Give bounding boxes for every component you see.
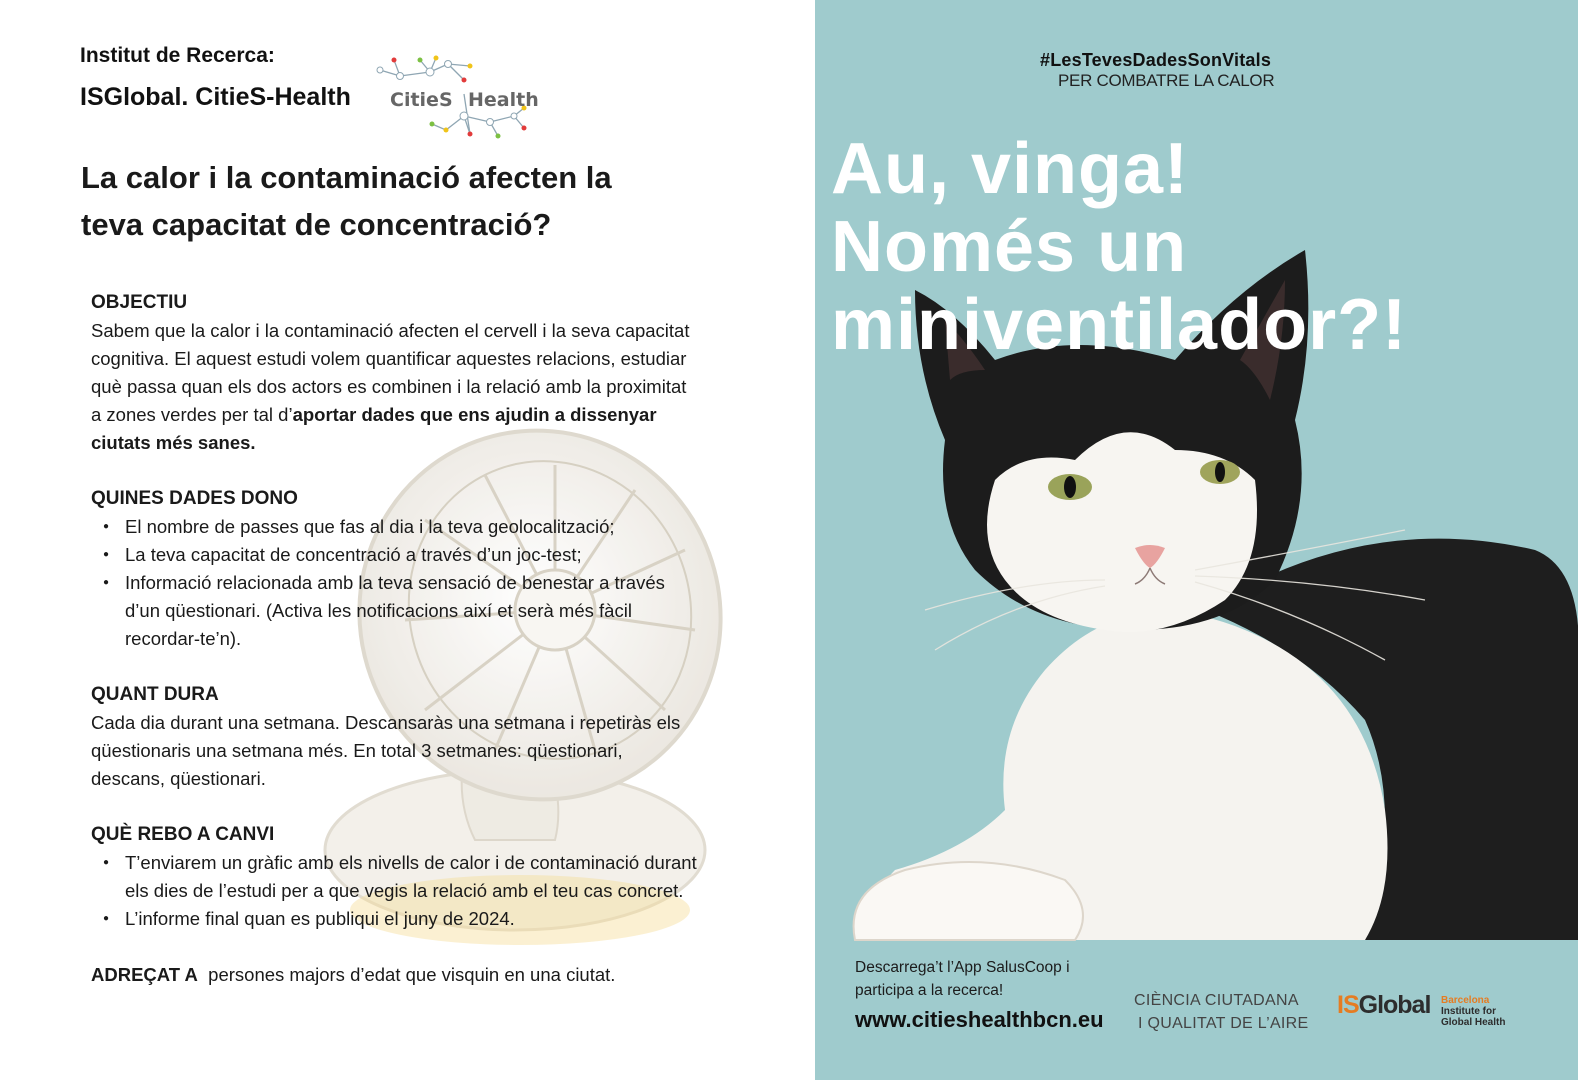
isglobal-logo — [1337, 991, 1430, 1020]
institute-label: Institut de Recerca: — [80, 44, 275, 67]
heading-canvi: QUÈ REBO A CANVI — [91, 824, 275, 845]
section-objectiu — [91, 289, 701, 457]
hashtag: #LesTevesDadesSonVitals — [1040, 50, 1272, 70]
heading-objectiu: OBJECTIU — [91, 292, 188, 313]
isglobal-logo-is: IS — [1337, 991, 1359, 1019]
website-link[interactable]: www.citieshealthbcn.eu — [855, 1007, 1104, 1032]
durada-text: Cada dia durant una setmana. Descansaràs una setmana i repetiràs els qüestionaris una setmana més. En total 3 setmanes: qüestionari, descans, qüestionari. — [91, 712, 681, 789]
cities-health-logo — [374, 54, 544, 140]
list-item: ● L’informe final quan es publiqui el juny de 2024. — [125, 905, 701, 933]
headline-line-2: Només un — [831, 207, 1188, 287]
objectiu-bold: aportar dades que ens ajudin a dissenyar ciutats més sanes. — [91, 404, 657, 453]
headline-line-3: miniventilador?! — [831, 285, 1408, 365]
tagline-global-health: Global Health — [1441, 1017, 1506, 1028]
institute-name: ISGlobal. CitieS-Health — [80, 83, 351, 111]
headline-line-1: Au, vinga! — [831, 129, 1190, 209]
download-app-text: Descarrega’t l’App SalusCoop i participa a la recerca! — [855, 959, 1070, 999]
list-item: ● Informació relacionada amb la teva sensació de benestar a través d’un qüestionari. (Activa les notificacions així et serà més fàcil recordar-te’n). — [125, 569, 701, 653]
logo-text-health: Health — [468, 89, 539, 111]
tagline-institute-for: Institute for — [1441, 1006, 1496, 1017]
info-content — [91, 289, 701, 989]
question-line-2: teva capacitat de concentració? — [81, 207, 552, 242]
page-question — [81, 154, 721, 248]
section-durada — [91, 681, 701, 793]
objectiu-text — [91, 317, 701, 457]
list-item: ● El nombre de passes que fas al dia i la teva geolocalització; — [125, 513, 701, 541]
dades-list — [91, 513, 701, 653]
canvi-list — [91, 849, 701, 933]
citizen-science-label — [1134, 989, 1309, 1035]
isglobal-logo-global: Global — [1358, 991, 1431, 1019]
heading-dades: QUINES DADES DONO — [91, 488, 298, 509]
headline — [831, 130, 1571, 364]
heading-durada: QUANT DURA — [91, 684, 219, 705]
section-dades — [91, 485, 701, 653]
cc-line-2: I QUALITAT DE L’AIRE — [1138, 1015, 1309, 1032]
objectiu-body: Sabem que la calor i la contaminació afecten el cervell i la seva capacitat cognitiva. El aquest estudi volem quantificar aquestes relacions, estudiar què passa quan els dos actors es combinen i la relació amb la proximitat a zones verdes per tal d’ — [91, 320, 690, 425]
footer-band — [815, 945, 1578, 1080]
isglobal-tagline — [1441, 995, 1505, 1028]
hashtag-subtitle: PER COMBATRE LA CALOR — [1058, 71, 1275, 90]
logo-text-cities: CitieS — [390, 89, 453, 111]
cc-line-1: CIÈNCIA CIUTADANA — [1134, 992, 1299, 1009]
right-page — [815, 0, 1578, 1080]
question-line-1: La calor i la contaminació afecten la — [81, 160, 612, 195]
section-canvi — [91, 821, 701, 933]
adrecat-text: persones majors d’edat que visquin en una ciutat. — [208, 964, 616, 985]
section-adrecat — [91, 961, 701, 989]
heading-adrecat: ADREÇAT A — [91, 964, 198, 985]
list-item: ● La teva capacitat de concentració a través d’un joc-test; — [125, 541, 701, 569]
tagline-barcelona: Barcelona — [1441, 995, 1490, 1006]
list-item: ● T’enviarem un gràfic amb els nivells de calor i de contaminació durant els dies de l’estudi per a que vegis la relació amb el teu cas concret. — [125, 849, 701, 905]
